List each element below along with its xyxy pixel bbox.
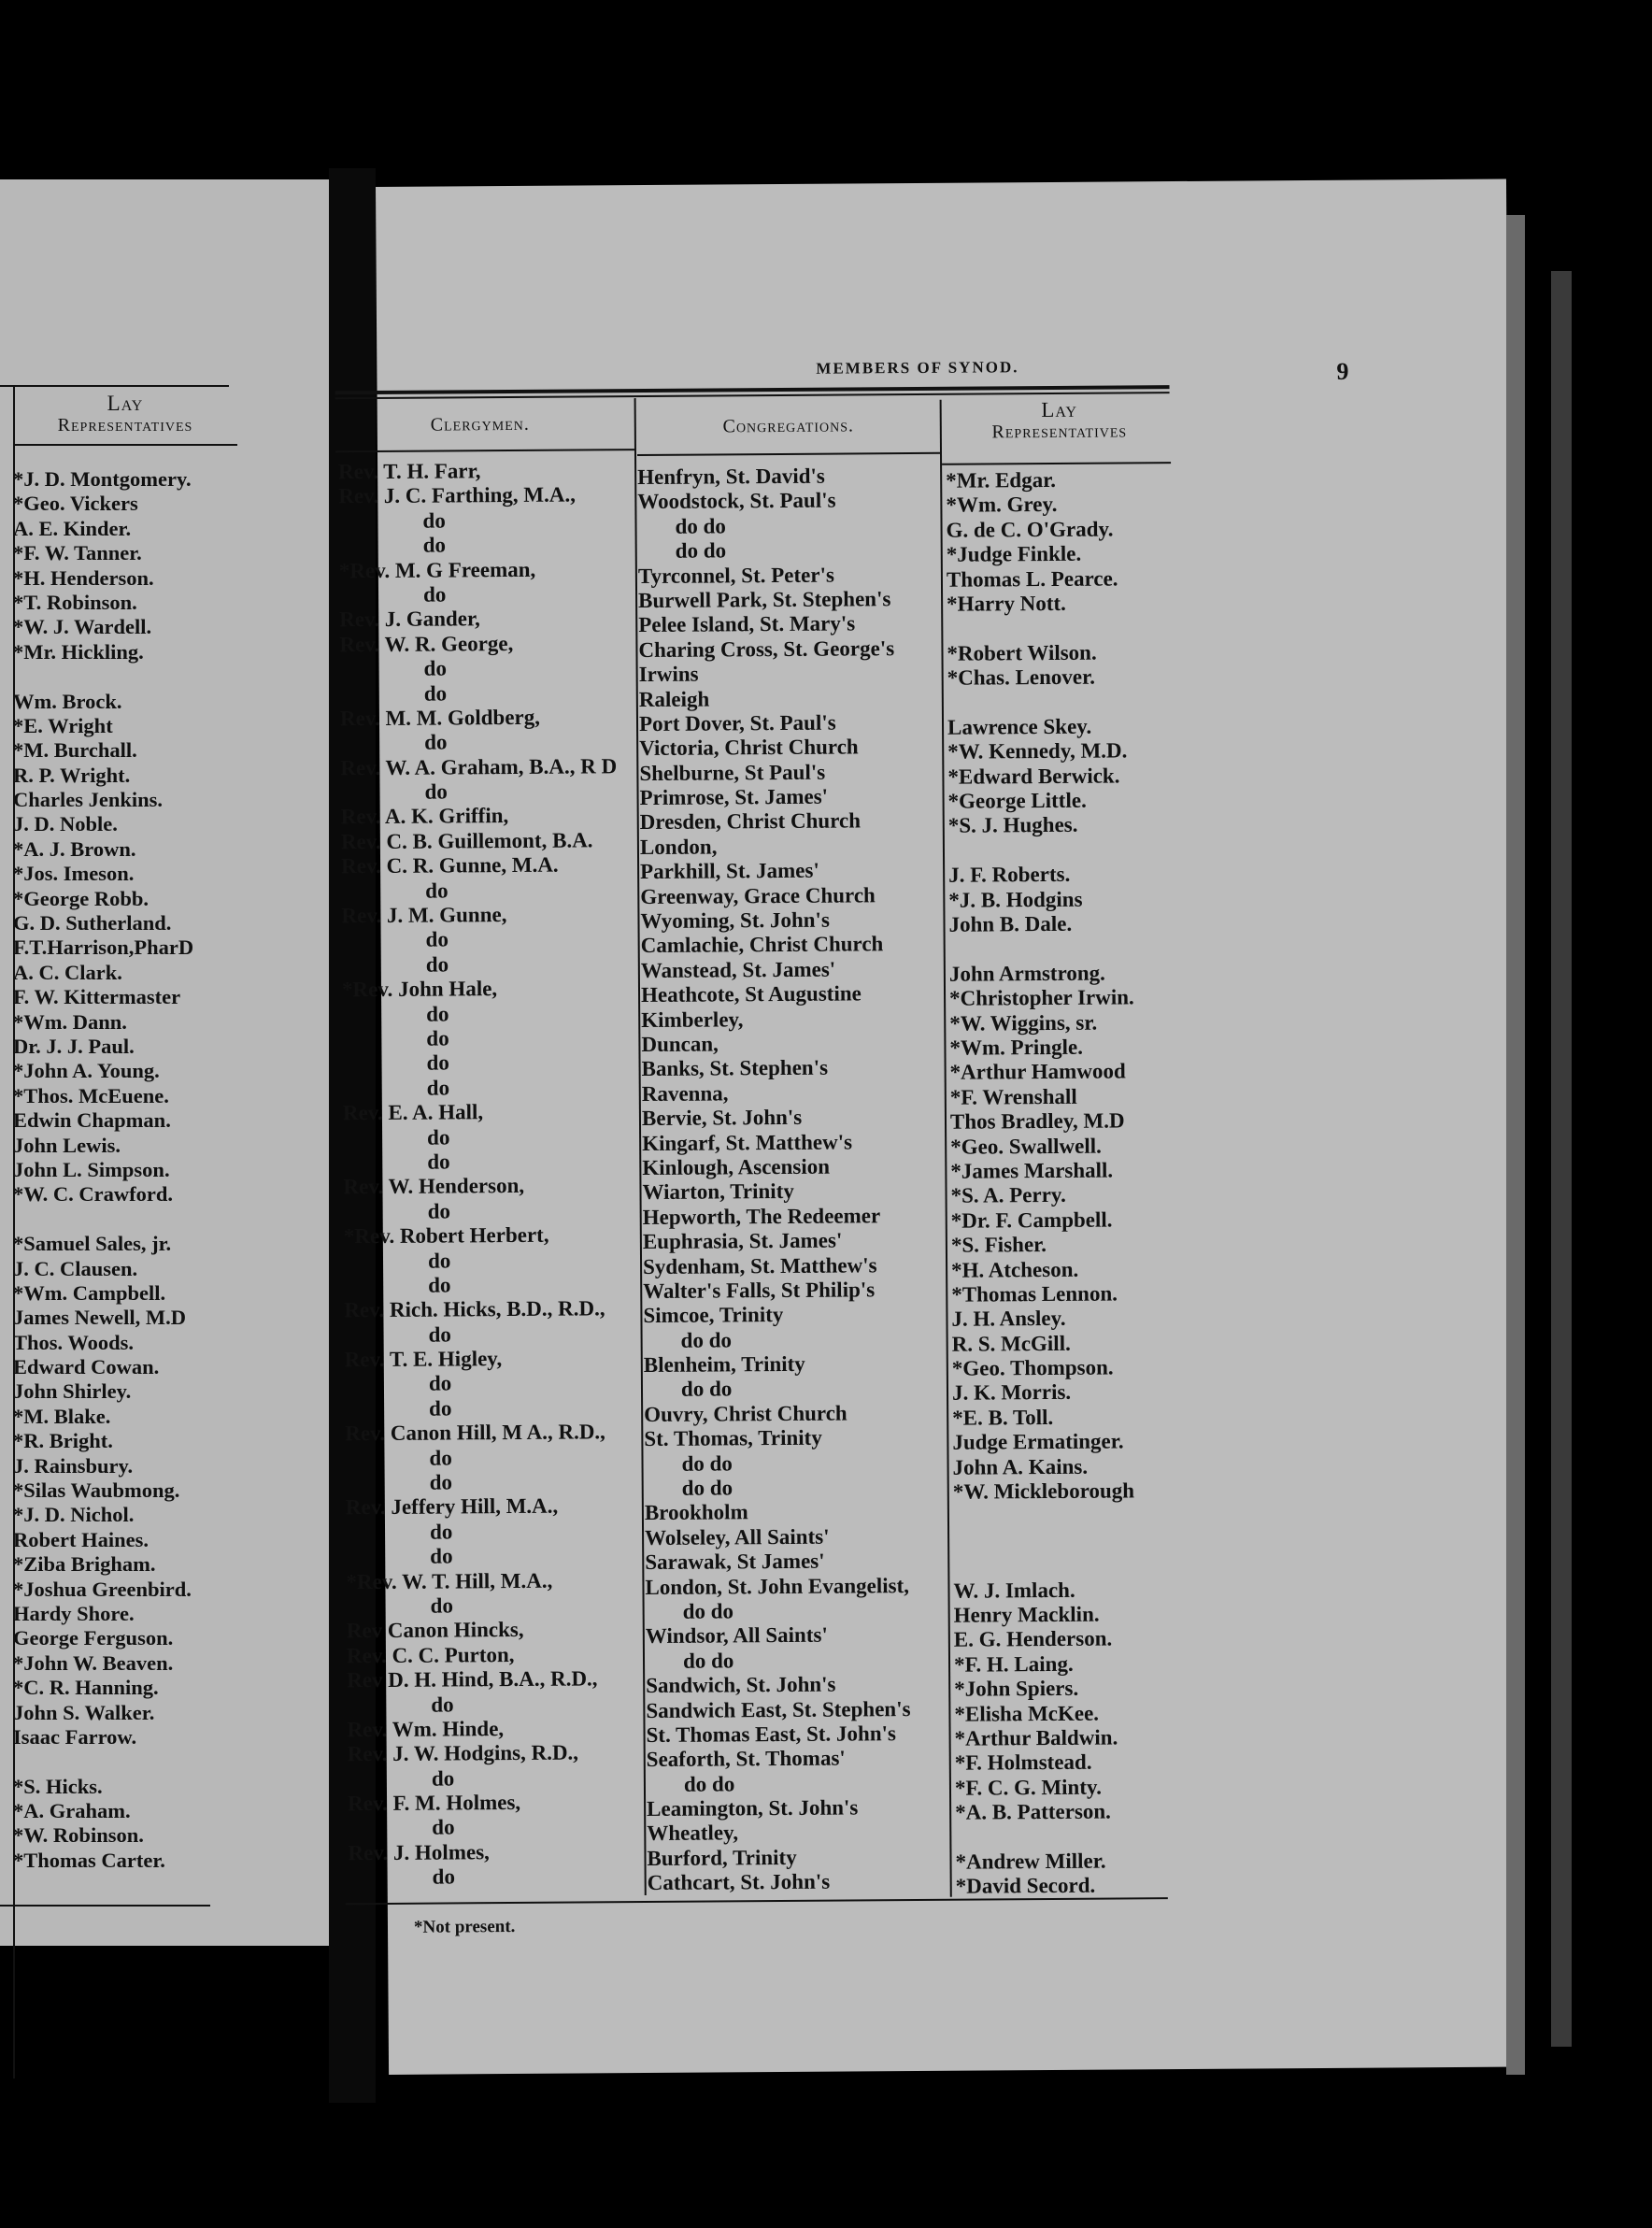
congregation-entry: Wyoming, St. John's xyxy=(640,907,830,934)
clergyman-entry: Rev. T. E. Higley, xyxy=(344,1347,503,1372)
congregation-entry: do do xyxy=(682,1599,734,1623)
congregation-entry: Duncan, xyxy=(641,1032,719,1057)
lay-representative: *R. Bright. xyxy=(13,1429,113,1453)
clergyman-entry: Rev. W. A. Graham, B.A., R D xyxy=(340,753,618,779)
congregation-entry: Woodstock, St. Paul's xyxy=(637,488,836,514)
lay-representative xyxy=(953,1553,1138,1579)
lay-representative: *Wm. Dann. xyxy=(13,1009,127,1034)
congregation-entry: London, St. John Evangelist, xyxy=(645,1573,910,1599)
clergyman-entry: do xyxy=(429,1446,452,1470)
clergyman-entry: do xyxy=(429,1470,453,1494)
clergyman-entry: do xyxy=(428,1322,451,1347)
clergyman-entry: do xyxy=(427,1125,450,1150)
congregation-entry: Parkhill, St. James' xyxy=(640,858,819,884)
lay-representative: John B. Dale. xyxy=(948,911,1073,936)
congregation-entry: Camlachie, Christ Church xyxy=(640,932,884,958)
congregation-entry: Euphrasia, St. James' xyxy=(642,1228,843,1254)
congregation-entry: Ouvry, Christ Church xyxy=(644,1401,847,1426)
lay-representative: *Geo. Vickers xyxy=(13,492,138,516)
congregation-entry: do do xyxy=(680,1328,733,1352)
lay-representative: John S. Walker. xyxy=(13,1700,155,1724)
congregation-entry: Sarawak, St James' xyxy=(645,1549,825,1575)
clergyman-entry: *Rev. W. T. Hill, M.A., xyxy=(346,1568,553,1593)
clergyman-entry: Rev. T. H. Farr, xyxy=(338,459,481,484)
congregation-entry: Blenheim, Trinity xyxy=(643,1351,805,1378)
lay-representative: *A. J. Brown. xyxy=(13,836,136,861)
congregation-entry: Sydenham, St. Matthew's xyxy=(642,1252,877,1278)
congregation-entry: Cathcart, St. John's xyxy=(647,1869,831,1895)
lay-representative: *Jos. Imeson. xyxy=(13,862,135,886)
lay-representative: *Dr. F. Campbell. xyxy=(950,1207,1113,1233)
clergyman-entry: do xyxy=(422,533,447,557)
clergyman-entry: do xyxy=(430,1593,453,1618)
lay-representative: *J. B. Hodgins xyxy=(948,887,1083,912)
congregation-entry: Tyrconnel, St. Peter's xyxy=(637,563,834,588)
clergymen-header: Clergymen. xyxy=(430,413,530,436)
lay-representative: *Arthur Baldwin. xyxy=(954,1725,1118,1750)
clergyman-entry: do xyxy=(428,1273,451,1297)
lay-representative: W. J. Imlach. xyxy=(953,1578,1075,1603)
lay-representative: *M. Burchall. xyxy=(13,738,137,763)
clergyman-entry: do xyxy=(429,1396,452,1421)
lay-representative: *Judge Finkle. xyxy=(946,541,1082,566)
lay-representative: *S. J. Hughes. xyxy=(947,813,1078,838)
clergyman-entry: Rev. J. Gander, xyxy=(339,607,480,632)
clergyman-entry: Rev. J. Holmes, xyxy=(348,1840,490,1865)
lay-representative: J. H. Ansley. xyxy=(951,1307,1066,1332)
congregation-entry: Kimberley, xyxy=(641,1007,744,1032)
congregation-entry: Wheatley, xyxy=(647,1821,739,1846)
clergyman-entry: Rev. C. R. Gunne, M.A. xyxy=(340,852,559,878)
clergyman-entry: Rev D. H. Hind, B.A., R.D., xyxy=(347,1666,598,1692)
clergyman-entry: Rev. J. W. Hodgins, R.D., xyxy=(347,1740,579,1766)
lay-representative xyxy=(955,1824,1140,1850)
lay-representative: *H. Henderson. xyxy=(13,565,154,590)
lay-representative: *Chas. Lenover. xyxy=(947,664,1096,690)
clergyman-entry: do xyxy=(424,779,448,804)
lay-representative: J. K. Morris. xyxy=(951,1380,1072,1406)
clergyman-entry: do xyxy=(426,1050,449,1076)
lay-representative: Lawrence Skey. xyxy=(947,714,1092,739)
lay-representative: *F. Holmstead. xyxy=(954,1750,1092,1776)
clergyman-entry: Rev. J. C. Farthing, M.A., xyxy=(338,482,577,508)
clergyman-entry: do xyxy=(430,1544,453,1568)
congregation-entry: Greenway, Grace Church xyxy=(640,882,876,908)
lay-representative: *Christopher Irwin. xyxy=(948,985,1134,1010)
lay-representative: Edwin Chapman. xyxy=(13,1108,171,1133)
congregation-entry: Burwell Park, St. Stephen's xyxy=(638,587,891,613)
clergyman-entry: Rev. C. C. Purton, xyxy=(346,1642,515,1668)
lay-representative: *Andrew Miller. xyxy=(955,1849,1106,1874)
lay-representative: A. C. Clark. xyxy=(13,960,122,984)
lay-representative: Thos Bradley, M.D xyxy=(949,1108,1125,1134)
lay-representative: *Ziba Brigham. xyxy=(13,1552,156,1577)
congregation-entry: Wiarton, Trinity xyxy=(642,1179,794,1205)
congregation-entry: Windsor, All Saints' xyxy=(645,1623,828,1649)
lay-representative: *John Spiers. xyxy=(954,1676,1079,1701)
lay-representative: *Harry Nott. xyxy=(947,591,1066,616)
clergyman-entry: do xyxy=(425,927,449,952)
lay-representative: John Lewis. xyxy=(13,1133,121,1157)
left-top-rule xyxy=(0,385,229,387)
right-lay-list xyxy=(946,467,1140,1899)
congregation-entry: Brookholm xyxy=(644,1500,748,1525)
clergyman-entry: Rev. W. Henderson, xyxy=(343,1174,525,1199)
congregation-entry: Henfryn, St. David's xyxy=(637,464,825,490)
lay-representative: *Wm. Campbell. xyxy=(13,1280,166,1305)
clergyman-entry: do xyxy=(427,1199,451,1223)
clergyman-entry: do xyxy=(428,1371,452,1396)
left-lay-header xyxy=(13,393,237,436)
lay-representative xyxy=(13,664,193,689)
lay-representative: *T. Robinson. xyxy=(13,590,137,614)
clergyman-entry: do xyxy=(426,1002,449,1026)
lay-representative: *S. Hicks. xyxy=(13,1774,103,1798)
clergyman-entry: Rev. W. R. George, xyxy=(339,631,514,657)
running-header: MEMBERS OF SYNOD. xyxy=(816,358,1019,378)
congregation-entry: Port Dover, St. Paul's xyxy=(638,710,836,736)
lay-representative: *Samuel Sales, jr. xyxy=(13,1232,172,1256)
clergyman-entry: do xyxy=(422,582,447,607)
clergyman-entry: Rev. J. M. Gunne, xyxy=(341,903,507,928)
clergyman-entry: Rev. A. K. Griffin, xyxy=(340,804,509,829)
lay-representative: James Newell, M.D xyxy=(13,1306,186,1330)
lay-representative: Edward Cowan. xyxy=(13,1355,160,1379)
clergyman-entry: do xyxy=(432,1864,456,1889)
congregation-entry: Shelburne, St Paul's xyxy=(639,760,826,785)
congregation-entry: Bervie, St. John's xyxy=(641,1105,803,1131)
lay-representative: Thomas L. Pearce. xyxy=(946,566,1118,592)
left-lay-list xyxy=(13,467,193,1873)
lay-representative: *David Secord. xyxy=(955,1873,1096,1898)
clergyman-entry: do xyxy=(431,1766,455,1791)
lay-representative xyxy=(13,1750,193,1774)
lay-representative: *A. B. Patterson. xyxy=(955,1799,1111,1824)
lay-representative: *Geo. Thompson. xyxy=(951,1355,1114,1380)
congregation-entry: Burford, Trinity xyxy=(647,1845,797,1870)
lay-representative: *Thomas Carter. xyxy=(13,1848,165,1872)
lay-representative xyxy=(948,837,1133,864)
lay-representative: *Wm. Pringle. xyxy=(949,1035,1083,1060)
clergyman-entry: do xyxy=(423,656,447,680)
lay-representative: *W. Wiggins, sr. xyxy=(949,1010,1098,1035)
lay-representative xyxy=(949,936,1134,963)
lay-representative: G. D. Sutherland. xyxy=(13,911,172,935)
lay-representative: *E. B. Toll. xyxy=(952,1405,1054,1430)
lay-representative xyxy=(953,1504,1138,1530)
lay-representative: Dr. J. J. Paul. xyxy=(13,1034,135,1058)
lay-representative: *J. D. Montgomery. xyxy=(13,467,192,491)
lay-representative: *C. R. Hanning. xyxy=(13,1676,159,1700)
lay-representative: *W. Mickleborough xyxy=(952,1478,1135,1504)
lay-representative: *Mr. Edgar. xyxy=(946,467,1057,493)
clergyman-entry: Rev. C. B. Guillemont, B.A. xyxy=(340,828,593,854)
left-lay-title: Lay xyxy=(107,392,144,415)
lay-representative: Henry Macklin. xyxy=(953,1602,1100,1627)
bottom-rule xyxy=(346,1897,1168,1905)
congregation-entry: do do xyxy=(675,514,726,538)
congregation-entry: Heathcote, St Augustine xyxy=(640,981,862,1007)
lay-representative: J. Rainsbury. xyxy=(13,1453,134,1478)
lay-representative xyxy=(947,690,1132,716)
clergyman-entry: do xyxy=(432,1815,455,1840)
page-edge-dark xyxy=(1551,271,1572,2047)
lay-representative: Judge Ermatinger. xyxy=(952,1429,1124,1454)
lay-representative: Isaac Farrow. xyxy=(13,1724,137,1749)
clergyman-entry: *Rev. John Hale, xyxy=(341,977,498,1002)
lay-representative: *Thos. McEuene. xyxy=(13,1083,169,1107)
lay-representative: *Wm. Grey. xyxy=(946,493,1058,518)
right-lay-subtitle: Representatives xyxy=(991,421,1128,443)
congregation-entry: Sandwich East, St. Stephen's xyxy=(646,1696,911,1722)
congregation-entry: Kingarf, St. Matthew's xyxy=(642,1130,853,1155)
lay-representative: G. de C. O'Grady. xyxy=(946,517,1114,542)
congregation-entry: St. Thomas East, St. John's xyxy=(646,1721,897,1747)
clergyman-entry: Rev. Rich. Hicks, B.D., R.D., xyxy=(344,1296,605,1322)
congregations-header: Congregations. xyxy=(722,415,855,437)
lay-representative: J. F. Roberts. xyxy=(948,863,1071,887)
congreg-head-rule xyxy=(637,452,941,456)
congregation-entry: Raleigh xyxy=(638,687,710,711)
lay-representative: *S. Fisher. xyxy=(950,1233,1047,1257)
congregation-entry: do do xyxy=(683,1772,735,1796)
lay-representative: *M. Blake. xyxy=(13,1404,111,1428)
lay-representative: F.T.Harrison,PharD xyxy=(13,935,194,960)
congregation-entry: Leamington, St. John's xyxy=(647,1795,859,1821)
clergyman-entry: do xyxy=(429,1520,453,1544)
congregation-entry: Hepworth, The Redeemer xyxy=(642,1203,881,1229)
lay-representative: *James Marshall. xyxy=(950,1158,1114,1183)
clergyman-entry: do xyxy=(426,1026,449,1050)
lay-representative: George Ferguson. xyxy=(13,1626,174,1650)
clergyman-entry: *Rev. Robert Herbert, xyxy=(343,1222,549,1249)
lay-representative: John A. Kains. xyxy=(952,1454,1089,1479)
congregation-entry: London, xyxy=(639,835,718,859)
right-lay-title: Lay xyxy=(1041,397,1078,422)
lay-representative: *F. W. Tanner. xyxy=(13,541,142,565)
congregation-entry: Seaforth, St. Thomas' xyxy=(646,1746,846,1772)
lay-representative: *John W. Beaven. xyxy=(13,1650,174,1675)
clergyman-entry: do xyxy=(427,1248,451,1273)
lay-representative: E. G. Henderson. xyxy=(953,1626,1113,1652)
congregation-entry: do do xyxy=(681,1476,733,1500)
lay-representative: *Elisha McKee. xyxy=(954,1701,1100,1726)
lay-representative: *F. Wrenshall xyxy=(949,1084,1077,1109)
lay-representative: *S. A. Perry. xyxy=(950,1183,1066,1208)
congregation-entry: Simcoe, Trinity xyxy=(643,1303,784,1328)
congregation-entry: St. Thomas, Trinity xyxy=(644,1425,822,1451)
congregation-entry: Wolseley, All Saints' xyxy=(645,1524,830,1550)
lay-representative: *J. D. Nichol. xyxy=(13,1503,135,1527)
left-page xyxy=(0,179,329,1946)
lay-representative: *W. Robinson. xyxy=(13,1823,144,1848)
lay-representative: *Edward Berwick. xyxy=(947,764,1120,789)
clergymen-list xyxy=(338,458,625,1891)
lay-representative: *John A. Young. xyxy=(13,1059,160,1083)
lay-representative: Wm. Brock. xyxy=(13,689,122,713)
lay-representative: *Silas Waubmong. xyxy=(13,1478,180,1503)
page-edge xyxy=(1506,215,1525,2075)
clergyman-entry: do xyxy=(426,1076,450,1100)
lay-representative: *Joshua Greenbird. xyxy=(13,1577,192,1601)
congregation-entry: Dresden, Christ Church xyxy=(639,808,862,835)
congregation-entry: do do xyxy=(681,1450,733,1476)
lay-representative: *A. Graham. xyxy=(13,1799,131,1823)
lay-representative: R. S. McGill. xyxy=(951,1331,1071,1356)
lay-representative: *George Robb. xyxy=(13,886,149,910)
lay-representative: *Geo. Swallwell. xyxy=(950,1134,1102,1159)
page-number: 9 xyxy=(1336,357,1349,385)
lay-representative: Charles Jenkins. xyxy=(13,788,164,812)
left-bottom-rule xyxy=(0,1905,210,1907)
lay-representative xyxy=(947,616,1132,642)
congregation-entry: Banks, St. Stephen's xyxy=(641,1056,829,1081)
congregation-entry: Charing Cross, St. George's xyxy=(638,636,895,662)
lay-representative: *W. C. Crawford. xyxy=(13,1182,174,1207)
clergyman-entry: Rev. Jeffery Hill, M.A., xyxy=(345,1494,559,1520)
lay-representative: *E. Wright xyxy=(13,713,113,737)
lay-representative: R. P. Wright. xyxy=(13,763,131,787)
clergyman-entry: do xyxy=(427,1150,450,1174)
lay-representative: *Mr. Hickling. xyxy=(13,639,144,664)
lay-representative: J. D. Noble. xyxy=(13,812,118,836)
congregation-entry: Wanstead, St. James' xyxy=(640,957,836,982)
congregations-list xyxy=(637,464,912,1896)
right-page xyxy=(338,179,1519,2075)
left-head-rule xyxy=(13,444,237,446)
lay-head-rule xyxy=(942,462,1171,465)
clergyman-entry: *Rev. M. G Freeman, xyxy=(338,557,536,582)
clergyman-entry: do xyxy=(431,1692,454,1717)
congregation-entry: Pelee Island, St. Mary's xyxy=(638,611,856,637)
lay-representative xyxy=(953,1528,1138,1554)
congregation-entry: Victoria, Christ Church xyxy=(639,735,859,761)
lay-representative: *F. H. Laing. xyxy=(953,1651,1074,1677)
congregation-entry: do do xyxy=(680,1377,733,1402)
lay-representative: John Armstrong. xyxy=(948,961,1105,986)
congregation-entry: Ravenna, xyxy=(641,1081,729,1106)
clergyman-entry: do xyxy=(425,878,449,903)
not-present-footnote: *Not present. xyxy=(413,1917,516,1937)
clergyman-entry: Rev. M. M. Goldberg, xyxy=(339,705,541,731)
lay-representative: *F. C. G. Minty. xyxy=(954,1775,1103,1800)
clergyman-entry: do xyxy=(425,952,449,977)
clergyman-entry: Rev. Canon Hill, M A., R.D., xyxy=(345,1420,605,1446)
clergyman-entry: Rev. Wm. Hinde, xyxy=(347,1717,505,1742)
clergyman-entry: Rev. F. M. Holmes, xyxy=(347,1791,521,1816)
clergyman-entry: do xyxy=(423,680,448,706)
lay-representative xyxy=(13,1207,193,1232)
lay-representative: Robert Haines. xyxy=(13,1527,149,1551)
lay-representative: John L. Simpson. xyxy=(13,1157,170,1181)
right-lay-header xyxy=(952,398,1167,444)
congregation-entry: Sandwich, St. John's xyxy=(646,1672,836,1698)
left-lay-subtitle: Representatives xyxy=(57,415,193,436)
lay-representative: *George Little. xyxy=(947,788,1087,813)
clergyman-entry: do xyxy=(424,730,448,754)
clergyman-entry: Rev Canon Hincks, xyxy=(346,1618,524,1643)
lay-representative: F. W. Kittermaster xyxy=(13,985,181,1009)
clergyman-entry: Rev. E. A. Hall, xyxy=(342,1100,484,1125)
lay-representative: *W. J. Wardell. xyxy=(13,615,152,639)
congregation-entry: do do xyxy=(675,538,727,563)
lay-representative: *Thomas Lennon. xyxy=(951,1281,1118,1307)
clergy-head-rule xyxy=(335,449,634,452)
congregation-entry: Primrose, St. James' xyxy=(639,784,829,810)
lay-representative: J. C. Clausen. xyxy=(13,1256,138,1280)
lay-representative: *Arthur Hamwood xyxy=(949,1059,1126,1085)
lay-representative: *W. Kennedy, M.D. xyxy=(947,738,1128,764)
lay-representative: *Robert Wilson. xyxy=(947,640,1097,665)
congregation-entry: Walter's Falls, St Philip's xyxy=(643,1278,876,1303)
lay-representative: Hardy Shore. xyxy=(13,1601,135,1625)
congregation-entry: Kinlough, Ascension xyxy=(642,1154,831,1179)
congregation-entry: Irwins xyxy=(638,662,699,687)
lay-representative: *H. Atcheson. xyxy=(951,1257,1079,1282)
clergyman-entry: do xyxy=(422,508,446,533)
lay-representative: Thos. Woods. xyxy=(13,1330,135,1354)
lay-representative: A. E. Kinder. xyxy=(13,516,132,540)
congregation-entry: do do xyxy=(682,1649,734,1673)
lay-representative: John Shirley. xyxy=(13,1379,132,1404)
